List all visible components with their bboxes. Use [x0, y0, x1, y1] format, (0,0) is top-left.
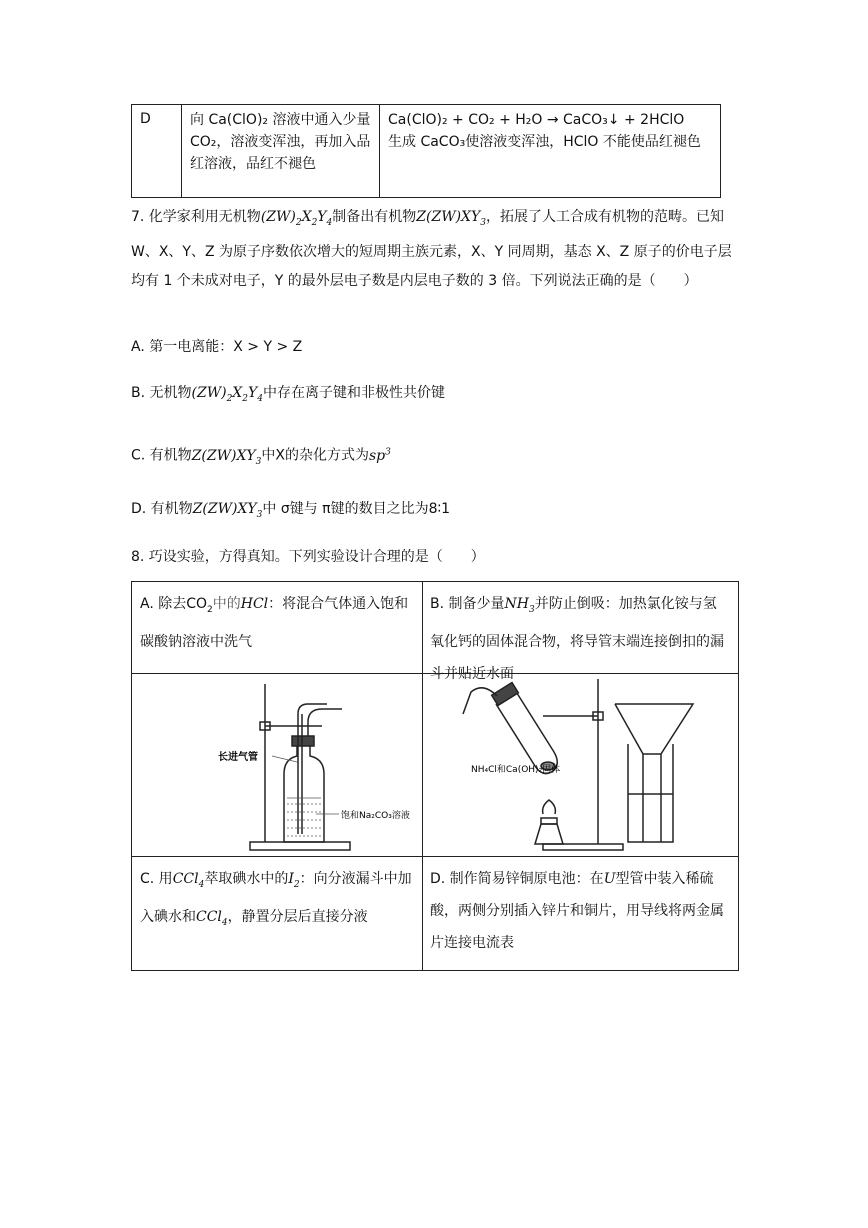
question-8-stem: 8. 巧设实验，方得真知。下列实验设计合理的是（ ）: [131, 549, 485, 565]
figure-a-label-solution: 饱和Na₂CO₃溶液: [341, 811, 410, 821]
table-cell-operation: 向 Ca(ClO)₂ 溶液中通入少量 CO₂，溶液变浑浊，再加入品红溶液，品红不褪色: [182, 105, 380, 197]
options-table: [131, 581, 739, 971]
explanation-text: 生成 CaCO₃使溶液变浑浊，HClO 不能使品红褪色: [388, 134, 701, 150]
option-c-cell: C. 用CCl$_4$萃取碘水中的$I_2$：向分液漏斗中加入碘水和CCl$_4$，静置分层后直接分液: [140, 871, 412, 928]
table-cell-label: D: [132, 105, 182, 197]
question-7-option-a: A. 第一电离能：X > Y > Z: [131, 339, 303, 355]
top-table: [131, 104, 721, 198]
question-7-option-c: C. 有机物$Z(ZW)XY_3$中X的杂化方式为$sp^3$: [131, 447, 391, 467]
question-7-stem: 7. 化学家利用无机物$(ZW)_2X_2Y_4$制备出有机物$Z(ZW)XY_3$，拓展了人工合成有机物的范畴。已知 W、X、Y、Z 为原子序数依次增大的短周期主族元素，X、Y 同周期，基态 X、Z 原子的价电子层均有 1 个未成对电子，Y 的最外层电子数是内层电子数的 3 倍。下列说法正确的是（ ）: [131, 209, 732, 289]
gas-washing-bottle-figure: [132, 674, 421, 855]
figure-a-label-inlet: 长进气管: [218, 752, 258, 763]
option-b-cell: B. 制备少量$NH_3$并防止倒吸：加热氯化铵与氢氧化钙的固体混合物，将导管末端连接倒扣的漏斗并贴近水面: [430, 596, 724, 682]
ammonia-preparation-figure: [423, 674, 739, 855]
question-7-option-b: B. 无机物$(ZW)_2X_2Y_4$中存在离子键和非极性共价键: [131, 385, 445, 404]
figure-b-label-solids: NH₄Cl和Ca(OH)₂固体: [471, 765, 561, 775]
explanation-equation: Ca(ClO)₂ + CO₂ + H₂O → CaCO₃↓ + 2HClO: [388, 112, 685, 128]
option-a-cell: A. 除去$CO_2$中的HCl：将混合气体通入饱和碳酸钠溶液中洗气: [140, 596, 409, 650]
table-cell-explanation: [380, 105, 720, 197]
question-7-option-d: D. 有机物$Z(ZW)XY_3$中 σ键与 π键的数目之比为8∶1: [131, 501, 451, 520]
option-d-cell: D. 制作简易锌铜原电池：在U型管中装入稀硫酸，两侧分别插入锌片和铜片，用导线将两金属片连接电流表: [430, 871, 724, 951]
